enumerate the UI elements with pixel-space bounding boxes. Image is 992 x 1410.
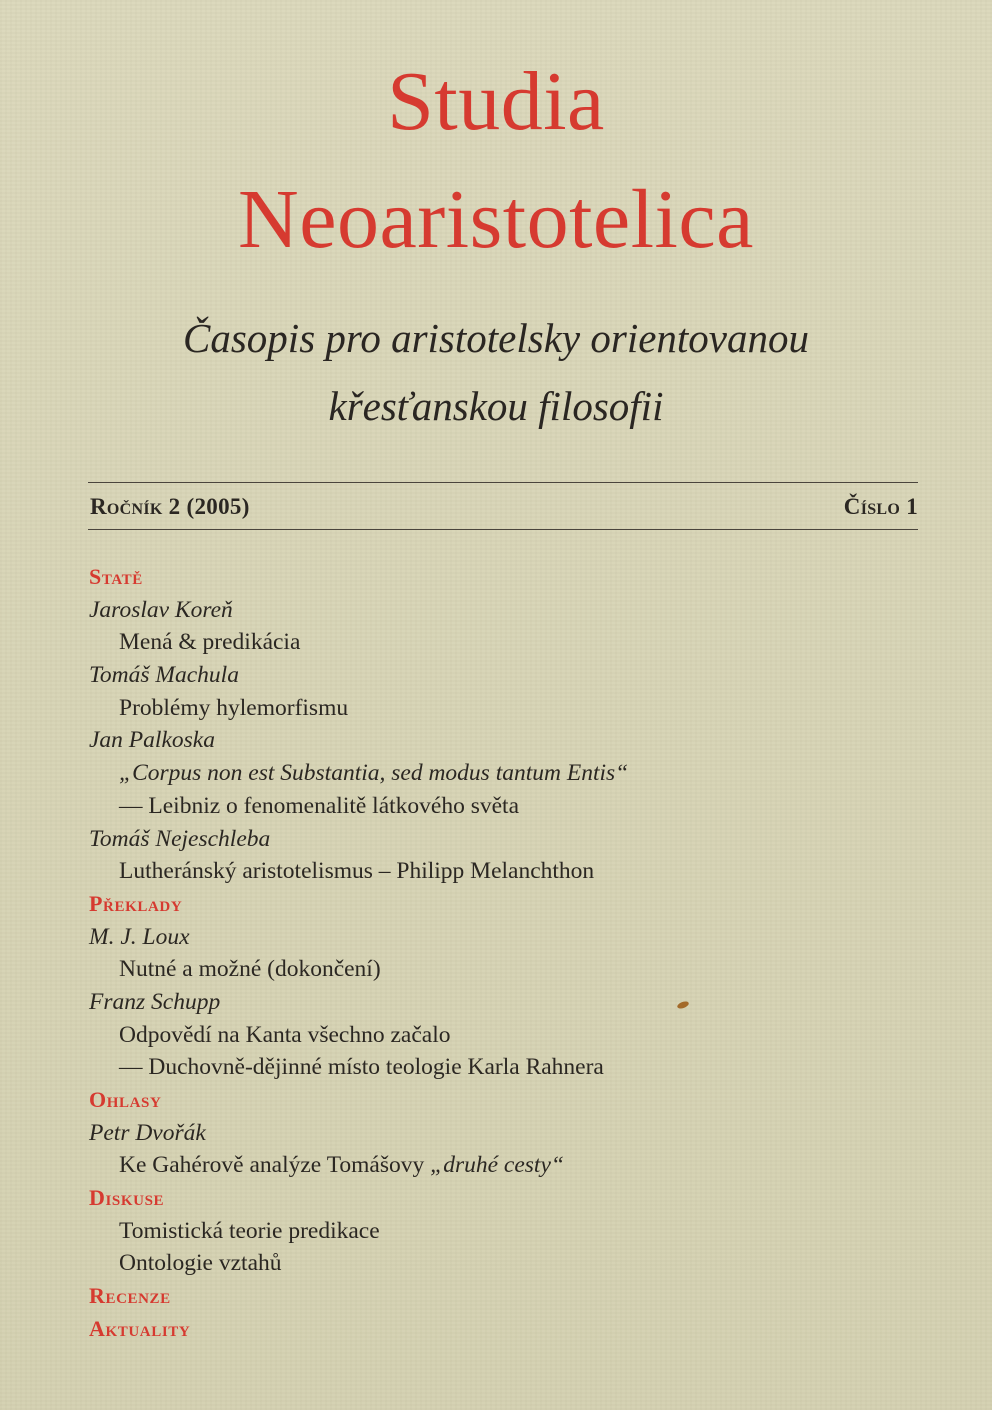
issue-label: Číslo 1 <box>843 494 918 519</box>
journal-title-line1: Studia <box>387 55 605 148</box>
article-subtitle: — Leibniz o fenomenalitě látkového světa <box>119 792 520 819</box>
author-name: Jaroslav Koreň <box>89 596 233 623</box>
volume-label: Ročník 2 (2005) <box>90 494 250 519</box>
journal-title-line2: Neoaristotelica <box>238 173 754 266</box>
article-title: Nutné a možné (dokončení) <box>119 956 381 983</box>
section-heading-aktuality: Aktuality <box>89 1315 191 1341</box>
section-heading-stati: Statě <box>89 564 143 589</box>
author-name: Petr Dvořák <box>89 1119 206 1146</box>
article-title-italic: „Corpus non est Substantia, sed modus tantum Entis“ <box>119 760 629 787</box>
article-subtitle: — Duchovně-dějinné místo teologie Karla Rahnera <box>119 1054 604 1081</box>
author-name: Tomáš Nejeschleba <box>89 825 271 852</box>
article-title: Tomistická teorie predikace <box>119 1217 380 1244</box>
article-title-roman: Ke Gahérově analýze Tomášovy <box>119 1152 431 1179</box>
journal-subtitle-line1: Časopis pro aristotelsky orientovanou <box>183 315 809 361</box>
author-name: Jan Palkoska <box>89 727 215 754</box>
article-title <box>89 757 939 790</box>
article-title <box>89 1149 939 1182</box>
table-of-contents <box>89 561 939 1346</box>
section-heading-preklady: Překlady <box>89 890 183 916</box>
article-title: Ontologie vztahů <box>119 1250 282 1277</box>
author-name: M. J. Loux <box>89 923 190 950</box>
article-title-italic: „druhé cesty“ <box>430 1152 564 1179</box>
top-rule <box>88 482 918 483</box>
author-name: Franz Schupp <box>89 988 221 1015</box>
section-heading-ohlasy: Ohlasy <box>89 1087 162 1112</box>
article-title: Problémy hylemorfismu <box>119 694 349 721</box>
journal-subtitle-line2: křesťanskou filosofii <box>328 383 664 429</box>
article-title: Lutheránský aristotelismus – Philipp Melanchthon <box>119 858 595 885</box>
author-name: Tomáš Machula <box>89 662 239 689</box>
article-title: Mená & predikácia <box>119 629 301 656</box>
section-heading-recenze: Recenze <box>89 1283 171 1309</box>
article-title: Odpovědí na Kanta všechno začalo <box>119 1021 451 1048</box>
bottom-rule <box>88 529 918 530</box>
section-heading-diskuse: Diskuse <box>89 1185 165 1211</box>
